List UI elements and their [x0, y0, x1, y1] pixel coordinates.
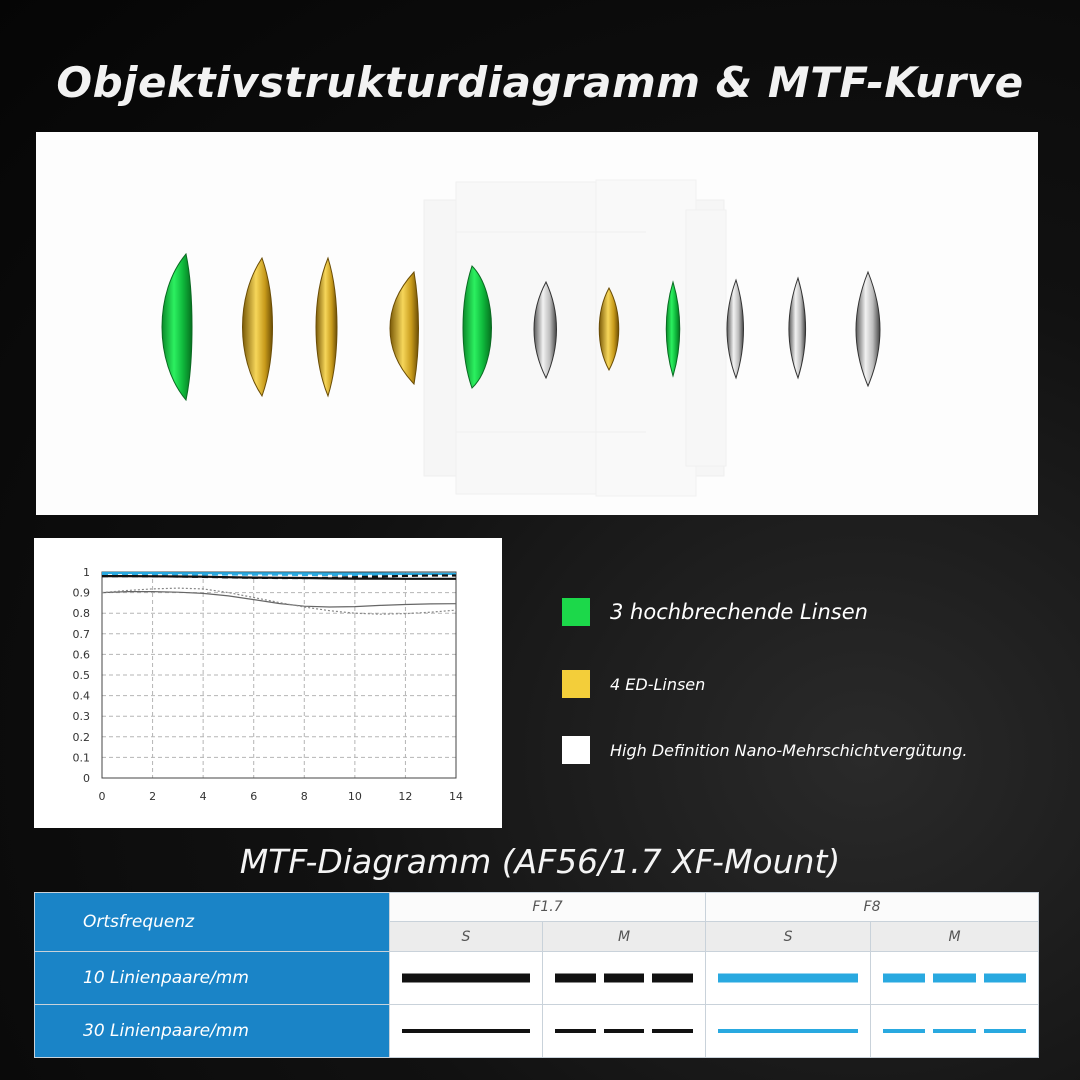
y-tick-label: 0.4 [72, 689, 90, 703]
legend-item-ed [562, 670, 705, 698]
line-sample-black-solid [402, 974, 530, 983]
cell-10lp-f8-m [871, 952, 1039, 1005]
lens-element-clear-3 [789, 278, 806, 378]
legend-label-coating: High Definition Nano-Mehrschichtvergütung. [610, 740, 968, 760]
x-tick-label: 4 [199, 790, 207, 803]
x-tick-label: 0 [98, 790, 106, 803]
series-line-f17-30-sagittal [102, 592, 456, 607]
mtf-table [34, 892, 1039, 1058]
lens-element-gold-2 [316, 258, 337, 396]
line-sample-black-dashed [555, 974, 693, 983]
cell-30lp-f17-s [390, 1005, 543, 1058]
mtf-chart [34, 538, 502, 828]
row-label-10lp: 10 Linienpaare/mm [35, 952, 390, 1005]
cell-10lp-f17-s [390, 952, 543, 1005]
line-sample-blue-dashed [883, 974, 1026, 983]
legend-label-ed: 4 ED-Linsen [610, 674, 706, 694]
x-tick-label: 8 [300, 790, 308, 803]
legend-item-coating [562, 736, 967, 764]
cell-30lp-f8-s [706, 1005, 871, 1058]
lens-element-green-1 [162, 254, 192, 400]
lens-element-clear-2 [727, 280, 744, 378]
lens-element-gold-1 [243, 258, 273, 396]
x-tick-label: 14 [449, 790, 463, 803]
subheader-f8-s: S [706, 922, 871, 952]
x-tick-label: 10 [347, 790, 362, 803]
page-title: Objektivstrukturdiagramm & MTF-Kurve [56, 58, 1024, 107]
y-tick-label: 0.7 [72, 627, 90, 641]
header-group-f17: F1.7 [390, 893, 706, 922]
cell-10lp-f8-s [706, 952, 871, 1005]
legend-label-high-refractive: 3 hochbrechende Linsen [610, 600, 868, 624]
y-tick-label: 0.1 [72, 751, 90, 765]
line-sample-blue-dashed [883, 1029, 1026, 1033]
cell-30lp-f8-m [871, 1005, 1039, 1058]
lens-structure-diagram [36, 132, 1038, 515]
lens-element-gold-3 [390, 272, 419, 384]
x-tick-label: 6 [250, 790, 258, 803]
table-row [35, 952, 1039, 1005]
table-row [35, 1005, 1039, 1058]
line-sample-blue-solid [718, 1029, 858, 1033]
y-tick-label: 0.3 [72, 710, 90, 724]
y-tick-label: 0.5 [72, 669, 90, 682]
line-sample-black-solid [402, 1029, 530, 1033]
legend-swatch-green [562, 598, 590, 626]
legend-swatch-gold [562, 670, 590, 698]
line-sample-black-dashed [555, 1029, 693, 1033]
y-tick-label: 1 [83, 566, 90, 579]
y-tick-label: 0.9 [72, 586, 90, 600]
y-tick-label: 0 [83, 772, 90, 785]
line-sample-blue-solid [718, 974, 858, 983]
row-label-30lp: 30 Linienpaare/mm [35, 1005, 390, 1058]
lens-element-clear-4 [856, 272, 880, 386]
subheader-f8-m: M [871, 922, 1039, 952]
legend-swatch-white [562, 736, 590, 764]
y-tick-label: 0.8 [72, 607, 90, 621]
mtf-subtitle: MTF-Diagramm (AF56/1.7 XF-Mount) [239, 842, 841, 881]
mtf-chart-panel [34, 538, 502, 828]
x-tick-label: 12 [398, 790, 413, 803]
header-ortsfrequenz: Ortsfrequenz [35, 893, 390, 952]
table-header-row [35, 893, 1039, 922]
legend-item-high-refractive [562, 598, 868, 626]
cell-30lp-f17-m [543, 1005, 706, 1058]
subheader-f17-m: M [543, 922, 706, 952]
header-group-f8: F8 [706, 893, 1039, 922]
lens-structure-svg [36, 132, 1038, 515]
subheader-f17-s: S [390, 922, 543, 952]
y-tick-label: 0.2 [72, 730, 90, 744]
y-tick-label: 0.6 [72, 648, 90, 662]
x-tick-label: 2 [149, 790, 157, 803]
cell-10lp-f17-m [543, 952, 706, 1005]
